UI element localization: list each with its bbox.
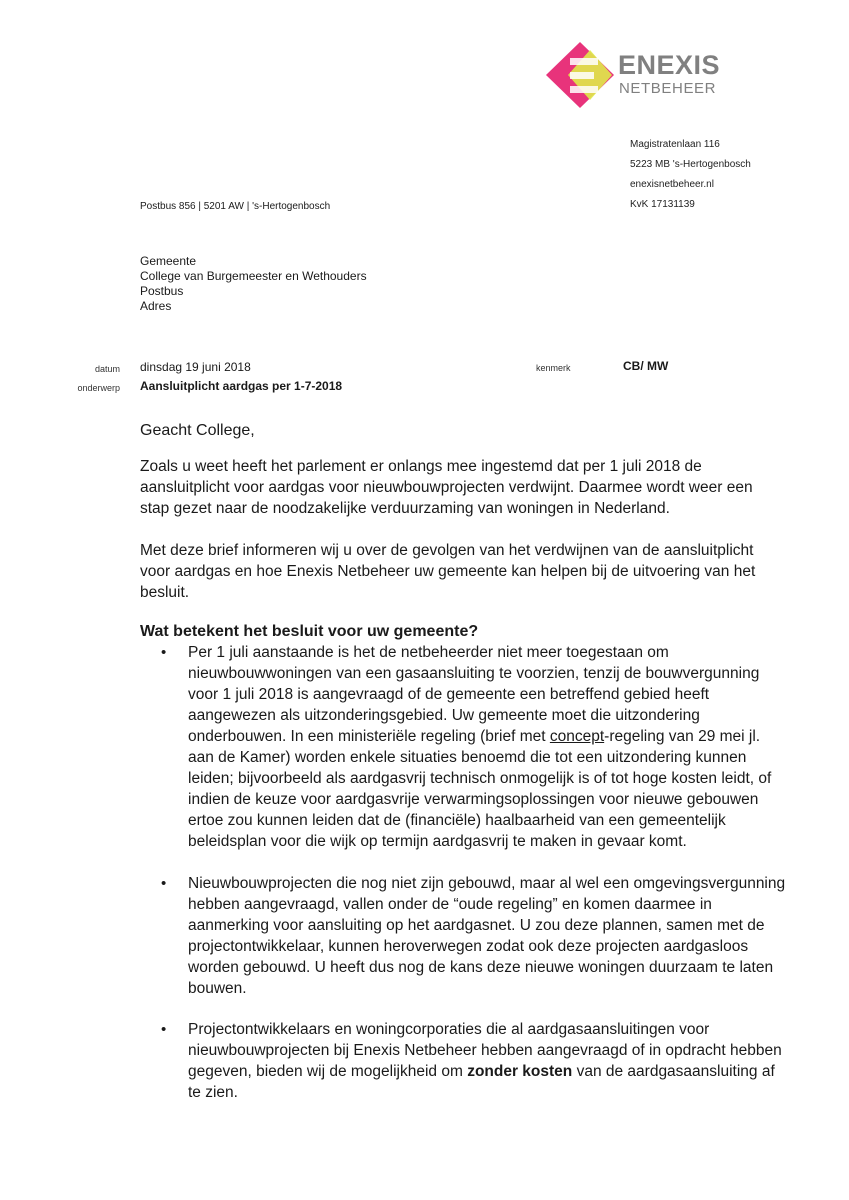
sender-website: enexisnetbeheer.nl [630, 179, 714, 190]
bullet-text-part: -regeling van 29 mei jl. aan de Kamer) worden enkele situaties benoemd die tot een uitzondering kunnen leiden; bijvoorbeeld als aardgasvrij technisch onmogelijk is of tot hoge kosten leidt, of indien de keuze voor aardgasvrije verwarmingsoplossingen voor nieuwe gebouwen ertoe zou kunnen leiden dat de (financiële) haalbaarheid van een gemeentelijk beleidsplan voor die wijk op termijn aardgasvrij te maken in gevaar komt. [188, 728, 772, 850]
underlined-word: concept [549, 728, 605, 745]
datum-value: dinsdag 19 juni 2018 [140, 360, 251, 374]
bullet-marker: • [161, 644, 167, 661]
sender-postal-city: 5223 MB 's-Hertogenbosch [630, 159, 751, 170]
kenmerk-label: kenmerk [536, 363, 571, 373]
bold-phrase: zonder kosten [467, 1063, 573, 1080]
logo-wordmark: ENEXIS [618, 50, 721, 80]
bullet-item [188, 873, 788, 999]
bullet-marker: • [161, 1021, 167, 1038]
logo-e-bar-bottom [570, 86, 598, 93]
salutation: Geacht College, [140, 422, 255, 439]
onderwerp-value: Aansluitplicht aardgas per 1-7-2018 [140, 379, 343, 393]
paragraph [140, 456, 780, 519]
paragraph [140, 540, 780, 603]
bullet-text-part: Nieuwbouwprojecten die nog niet zijn gebouwd, maar al wel een omgevingsvergunning hebben aangevraagd, vallen onder de “oude regeling” en komen daarmee in aanmerking voor aansluiting op het aardgasnet. U zou deze plannen, samen met de projectontwikkelaar, kunnen heroverwegen zodat ook deze projecten aardgasloos worden gebouwd. U heeft dus nog de kans deze nieuwe woningen duurzaam te laten bouwen. [188, 875, 786, 997]
recipient-line: Gemeente [140, 254, 197, 268]
section-heading: Wat betekent het besluit voor uw gemeente? [140, 623, 479, 640]
datum-label: datum [94, 364, 120, 374]
bullet-marker: • [161, 875, 167, 892]
sender-kvk: KvK 17131139 [630, 199, 695, 210]
onderwerp-label: onderwerp [77, 383, 120, 393]
bullet-text-part: Projectontwikkelaars en woningcorporaties die al aardgasaansluitingen voor nieuwbouwprojecten bij Enexis Netbeheer hebben aangevraagd of in opdracht hebben gegeven, bieden wij de mogelijkheid om [188, 1021, 782, 1080]
kenmerk-value: CB/ MW [623, 359, 669, 373]
recipient-line: Adres [140, 299, 172, 313]
logo-subtitle: NETBEHEER [619, 80, 717, 97]
paragraph-text: Zoals u weet heeft het parlement er onlangs mee ingestemd dat per 1 juli 2018 de aansluitplicht voor aardgas voor nieuwbouwprojecten verdwijnt. Daarmee wordt weer een stap gezet naar de noodzakelijke verduurzaming van woningen in Nederland. [140, 458, 753, 517]
return-address: Postbus 856 | 5201 AW | 's-Hertogenbosch [140, 201, 331, 212]
bullet-text-part: Per 1 juli aanstaande is het de netbeheerder niet meer toegestaan om nieuwbouwwoningen van een gasaansluiting te voorzien, tenzij de bouwvergunning voor 1 juli 2018 is aangevraagd of de gemeente een betreffend gebied heeft aangewezen als uitzonderingsgebied. Uw gemeente moet die uitzondering onderbouwen. In een ministeriële regeling (brief met [188, 644, 760, 745]
sender-street: Magistratenlaan 116 [630, 139, 720, 150]
logo-e-bar-top [570, 58, 598, 65]
logo-e-bar-mid [570, 72, 594, 79]
recipient-block [140, 254, 367, 314]
bullet-item [188, 642, 788, 852]
recipient-line: College van Burgemeester en Wethouders [140, 269, 367, 283]
paragraph-text: Met deze brief informeren wij u over de gevolgen van het verdwijnen van de aansluitplicht voor aardgas en hoe Enexis Netbeheer uw gemeente kan helpen bij de uitvoering van het besluit. [140, 542, 756, 601]
recipient-line: Postbus [140, 284, 184, 298]
bullet-item [188, 1019, 788, 1103]
bullet-text-part: van de aardgasaansluiting af te zien. [188, 1063, 775, 1101]
